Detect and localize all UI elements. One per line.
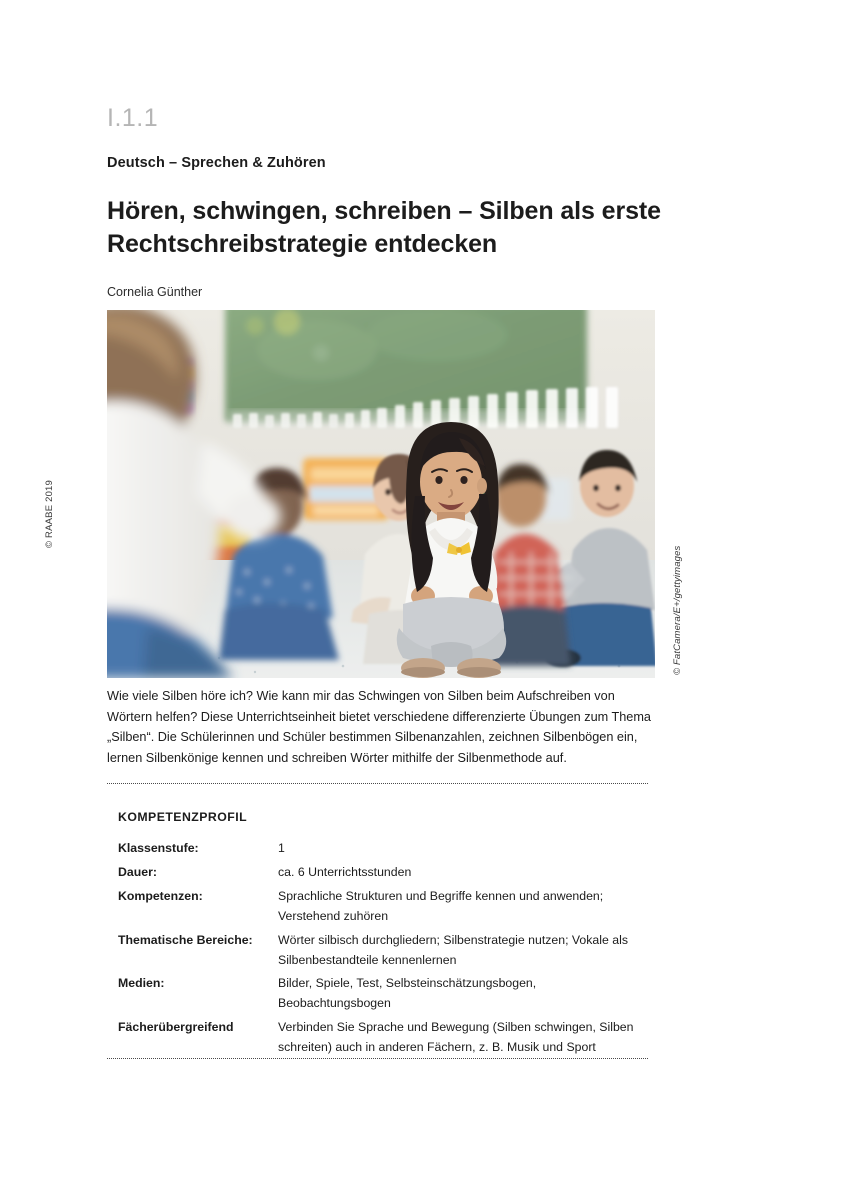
table-row (118, 974, 648, 1018)
row-label: Dauer: (118, 864, 157, 879)
row-value: Verbinden Sie Sprache und Bewegung (Silben schwingen, Silben schreiten) auch in anderen Fächern, z. B. Musik und Sport (278, 1020, 634, 1055)
row-label: Fächerübergreifend (118, 1020, 234, 1035)
table-row (118, 839, 648, 863)
divider-top (107, 783, 648, 784)
row-value: Sprachliche Strukturen und Begriffe kennen und anwenden; Verstehend zuhören (278, 888, 604, 923)
table-row (118, 1018, 648, 1062)
row-value: Wörter silbisch durchgliedern; Silbenstrategie nutzen; Vokale als Silbenbestandteile kennenlernen (278, 932, 628, 967)
classroom-photo-illustration (107, 310, 655, 678)
row-value: 1 (278, 841, 285, 855)
table-row (118, 887, 648, 931)
row-label: Klassenstufe: (118, 841, 199, 855)
page-title: Hören, schwingen, schreiben – Silben als erste Rechtschreibstrategie entdecken (107, 197, 661, 258)
row-label: Kompetenzen: (118, 888, 203, 903)
chapter-code: I.1.1 (107, 104, 159, 132)
row-value: ca. 6 Unterrichtsstunden (278, 864, 412, 879)
kompetenzprofil-heading: KOMPETENZPROFIL (118, 810, 248, 824)
photo-credit: © FatCamera/E+/gettyimages (672, 545, 683, 675)
classroom-photo (107, 310, 655, 678)
subject-line: Deutsch – Sprechen & Zuhören (107, 155, 326, 171)
author-name: Cornelia Günther (107, 285, 203, 299)
row-label: Thematische Bereiche: (118, 932, 253, 947)
divider-bottom (107, 1058, 648, 1059)
description-text: Wie viele Silben höre ich? Wie kann mir das Schwingen von Silben beim Aufschreiben von Wörtern helfen? Diese Unterrichtseinheit bietet verschiedene differenzierte Übungen zum Thema „Silben“. Die Schülerinnen und Schüler bestimmen Silbenanzahlen, zeichnen Silbenbögen ein, lernen Silbenkönige kennen und schreiben Wörter mithilfe der Silbenmethode auf. (107, 689, 651, 765)
row-label: Medien: (118, 976, 165, 991)
row-value: Bilder, Spiele, Test, Selbsteinschätzungsbogen, Beobachtungsbogen (278, 976, 537, 1011)
copyright-raabe: © RAABE 2019 (44, 479, 55, 548)
table-row (118, 863, 648, 887)
table-row (118, 931, 648, 975)
kompetenzprofil-table (118, 839, 648, 1062)
